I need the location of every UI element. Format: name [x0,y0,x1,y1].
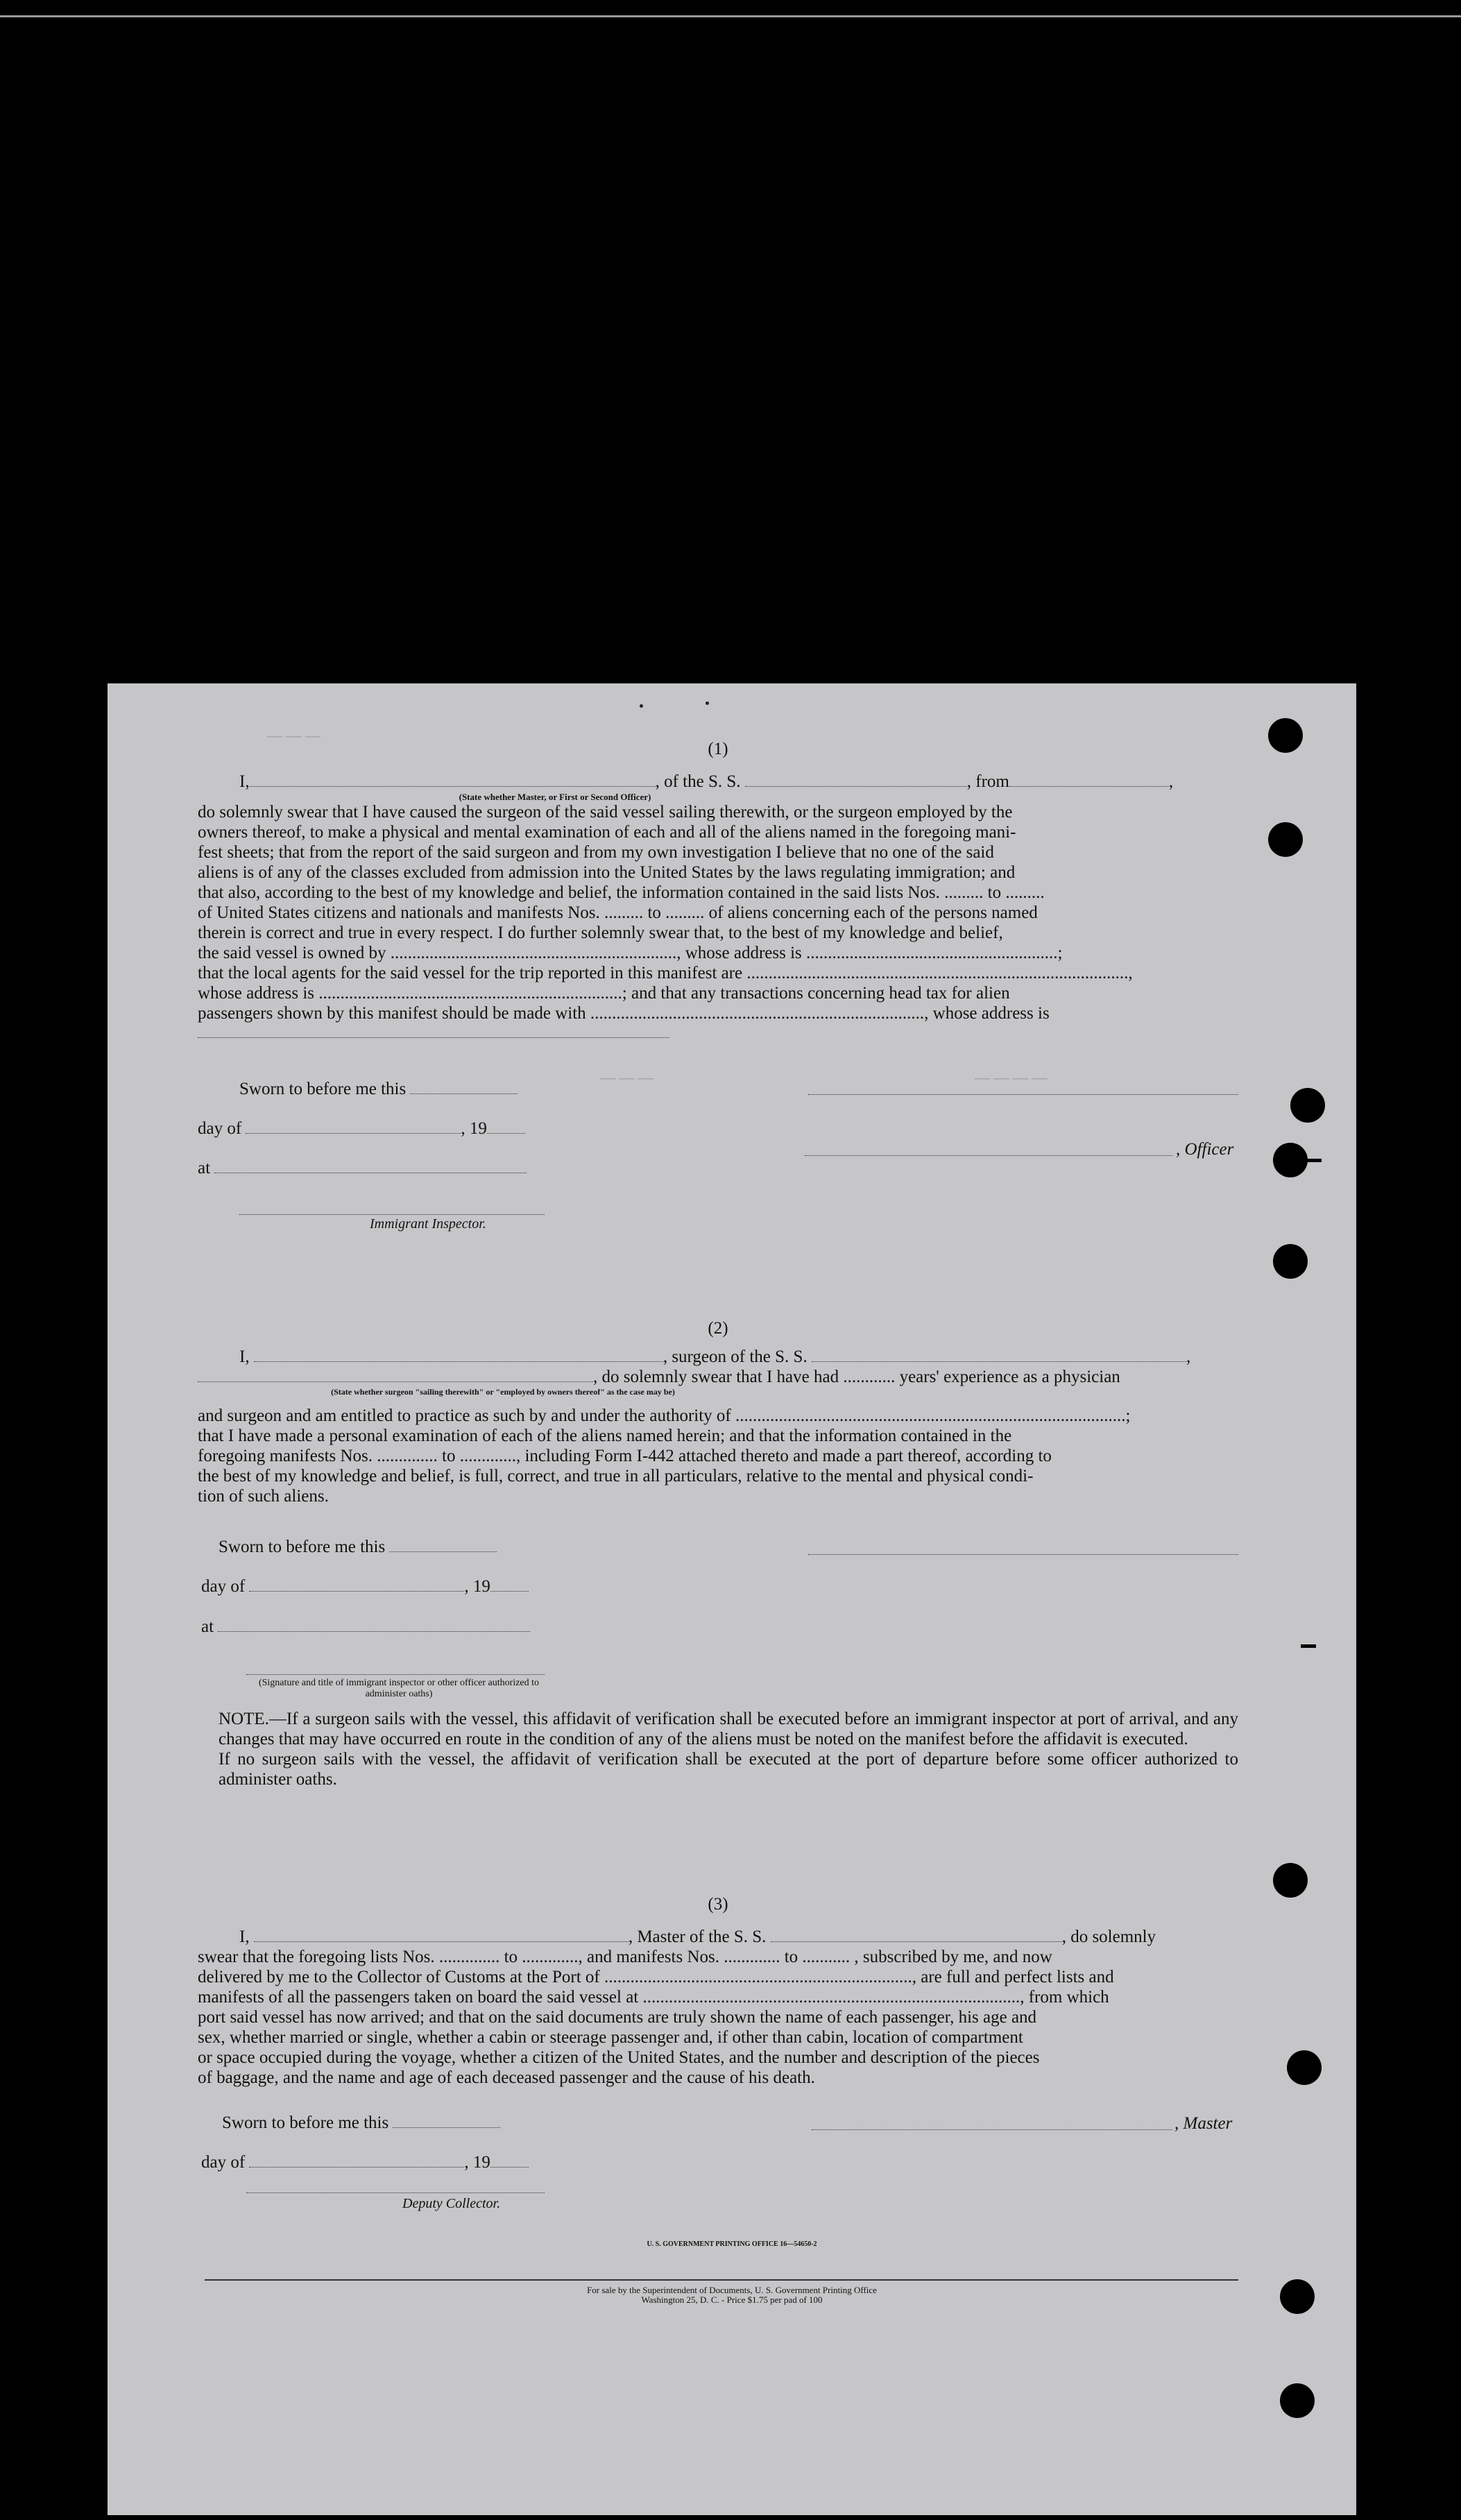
surgeon-status-caption: (State whether surgeon "sailing therewith" or "employed by owners thereof" as the case may be) [331,1387,675,1397]
experience-line [198,1367,1238,1387]
section-1-master-affidavit [198,739,1238,1038]
footer-rule [205,2279,1238,2281]
sworn-line-2 [219,1537,497,1557]
surgeon-status-field[interactable] [198,1368,593,1382]
text-surgeon-of-ss: , surgeon of the S. S. [663,1347,808,1366]
year-field[interactable] [487,1119,525,1134]
at-field[interactable] [218,1617,530,1632]
punch-hole [1273,1244,1308,1279]
signature-caption: (Signature and title of immigrant inspector or other officer authorized to administer oaths) [258,1678,540,1699]
punch-hole [1290,1088,1325,1123]
surgeon-name-field[interactable] [254,1347,663,1362]
section-number: (2) [708,1319,728,1338]
body-line: of United States citizens and nationals and manifests Nos. ......... to ......... of aliens concerning each of the persons named [198,903,1038,922]
year-label: , 19 [461,1119,487,1138]
vessel-name-field[interactable] [771,1927,1062,1942]
body-line: sex, whether married or single, whether a cabin or steerage passenger and, if other than cabin, location of compartment [198,2028,1023,2047]
day-line-3 [201,2152,529,2172]
year-field[interactable] [490,2153,529,2168]
punch-hole [1268,822,1303,857]
body-line: that the local agents for the said vessel for the trip reported in this manifest are ........................................................................................, [198,964,1133,982]
at-label: at [201,1617,214,1636]
year-field[interactable] [490,1577,529,1592]
rank-caption: (State whether Master, or First or Second Officer) [459,792,651,802]
day-line-2 [201,1576,529,1597]
master-signature-field[interactable] [812,2129,1172,2130]
day-label: day of [201,2153,246,2172]
agent-address-field[interactable] [198,1023,669,1038]
sworn-date-field[interactable] [393,2113,500,2128]
punch-hole [1273,1143,1308,1177]
bleed-through-mark: — — — [267,726,321,744]
text-of-ss: , of the S. S. [655,772,741,791]
master-line [198,1927,1238,1947]
margin-mark [1301,1644,1316,1648]
text-I: I, [239,1347,250,1366]
at-label: at [198,1159,211,1177]
body-line: whose address is ......................................................................; and that any transactions concerning head tax for alien [198,984,1010,1003]
punch-hole [1280,2383,1315,2418]
master-label: , Master [1174,2114,1233,2133]
margin-mark [1306,1159,1322,1162]
section-1-body [198,802,1238,1023]
sworn-date-field[interactable] [410,1080,518,1094]
officer-signature-field[interactable] [808,1094,1238,1095]
body-line: tion of such aliens. [198,1487,329,1506]
declarant-line: I, , of the S. S. , from , [239,772,1174,791]
at-line-2 [201,1617,530,1637]
surgeon-line: I, , surgeon of the S. S. , [239,1347,1191,1366]
body-line: port said vessel has now arrived; and that on the said documents are truly shown the name of each passenger, his age and [198,2008,1037,2027]
inspector-signature-field-2[interactable] [246,1674,545,1675]
punch-hole [1268,718,1303,753]
master-name-field[interactable] [254,1927,629,1942]
note-2: If no surgeon sails with the vessel, the affidavit of verification shall be executed at the port of departure before some officer authorized to administer oaths. [219,1750,1238,1789]
sworn-label: Sworn to before me this [219,1538,386,1556]
body-line: the said vessel is owned by .................................................................., whose address is ..........................................................; [198,944,1063,962]
body-line: do solemnly swear that I have caused the surgeon of the said vessel sailing therewith, or the surgeon employed by the [198,803,1013,821]
body-line: owners thereof, to make a physical and mental examination of each and all of the aliens named in the foregoing mani- [198,823,1016,842]
body-line: swear that the foregoing lists Nos. .............. to ............., and manifests Nos. ............. to ........... , subscribed by me, and now [198,1948,1052,1966]
day-label: day of [201,1577,246,1596]
day-field[interactable] [246,1119,461,1134]
vessel-name-field[interactable] [812,1347,1186,1362]
section-2-body [198,1406,1238,1506]
body-line: that I have made a personal examination of each of the aliens named herein; and that the information contained in the [198,1427,1012,1445]
officer-line[interactable] [805,1155,1172,1156]
section-number: (3) [708,1895,728,1914]
surgeon-signature-field[interactable] [808,1554,1238,1555]
departure-port-field[interactable] [1009,772,1169,787]
sale-line-1: For sale by the Superintendent of Documents, U. S. Government Printing Office [587,2285,877,2295]
section-3-master-affidavit [198,1894,1238,2088]
section-3-body [198,1947,1238,2088]
text-master-of-ss: , Master of the S. S. [628,1927,767,1946]
sworn-label: Sworn to before me this [239,1080,407,1098]
body-line: aliens is of any of the classes excluded from admission into the United States by the laws regulating immigration; and [198,863,1016,882]
vessel-name-field[interactable] [745,772,967,787]
day-label: day of [198,1119,242,1138]
speck [706,701,709,705]
day-field[interactable] [249,2153,464,2168]
punch-hole [1287,2050,1322,2085]
day-field[interactable] [249,1577,464,1592]
text-from: , from [966,772,1009,791]
note-1: NOTE.—If a surgeon sails with the vessel, this affidavit of verification shall be executed before an immigrant inspector at port of arrival, and any changes that may have occurred en route in the condition of any of the aliens must be noted on the manifest before the affidavit is executed. [219,1710,1238,1748]
text-do-solemnly: , do solemnly [1061,1927,1156,1946]
manifest-affidavit-sheet [108,683,1356,2515]
sworn-label: Sworn to before me this [222,2113,389,2132]
at-field[interactable] [214,1159,527,1173]
section-number: (1) [708,740,728,758]
year-label: , 19 [464,2153,490,2172]
inspector-label: Immigrant Inspector. [370,1216,486,1232]
bleed-through-mark: — — — [600,1069,653,1086]
body-line: of baggage, and the name and age of each deceased passenger and the cause of his death. [198,2068,815,2087]
body-line: and surgeon and am entitled to practice as such by and under the authority of ..........................................................................................; [198,1406,1131,1425]
punch-hole [1273,1863,1308,1898]
body-line: foregoing manifests Nos. .............. to ............., including Form I-442 attached thereto and made a part thereof, according to [198,1447,1052,1465]
text-I: I, [239,772,250,791]
section-2-surgeon-affidavit [198,1318,1238,1506]
body-line: that also, according to the best of my knowledge and belief, the information contained in the said lists Nos. ......... to ......... [198,883,1045,902]
officer-label: , Officer [1176,1140,1234,1159]
text-I: I, [239,1927,250,1946]
at-line-1 [198,1158,527,1178]
collector-label: Deputy Collector. [402,2196,501,2211]
rank-field[interactable] [250,772,656,787]
year-label: , 19 [464,1577,490,1596]
body-line: fest sheets; that from the report of the said surgeon and from my own investigation I believe that no one of the said [198,843,994,862]
body-line: passengers shown by this manifest should be made with ............................................................................., whose address is [198,1004,1050,1023]
body-line: manifests of all the passengers taken on board the said vessel at ......................................................................................., from which [198,1988,1109,2007]
note-block [198,1709,1238,1789]
printing-office-line: U. S. GOVERNMENT PRINTING OFFICE 16—54650-2 [647,2240,817,2248]
sale-line-2: Washington 25, D. C. - Price $1.75 per pad of 100 [641,2295,823,2305]
experience-text: , do solemnly swear that I have had ............ years' experience as a physician [593,1368,1120,1386]
body-line: therein is correct and true in every respect. I do further solemnly swear that, to the best of my knowledge and belief, [198,923,1003,942]
body-line: the best of my knowledge and belief, is full, correct, and true in all particulars, relative to the mental and physical condi- [198,1467,1034,1485]
punch-hole [1280,2279,1315,2314]
sworn-date-field[interactable] [389,1538,497,1552]
day-line-1 [198,1118,525,1139]
sworn-line-3 [222,2113,500,2133]
top-edge-line [0,15,1461,17]
body-line: or space occupied during the voyage, whether a citizen of the United States, and the number and description of the pieces [198,2048,1040,2067]
body-line: delivered by me to the Collector of Customs at the Port of ......................................................................., are full and perfect lists and [198,1968,1114,1986]
bleed-through-mark: — — — — [975,1069,1048,1086]
sworn-line-1 [239,1079,518,1099]
speck [640,704,643,708]
